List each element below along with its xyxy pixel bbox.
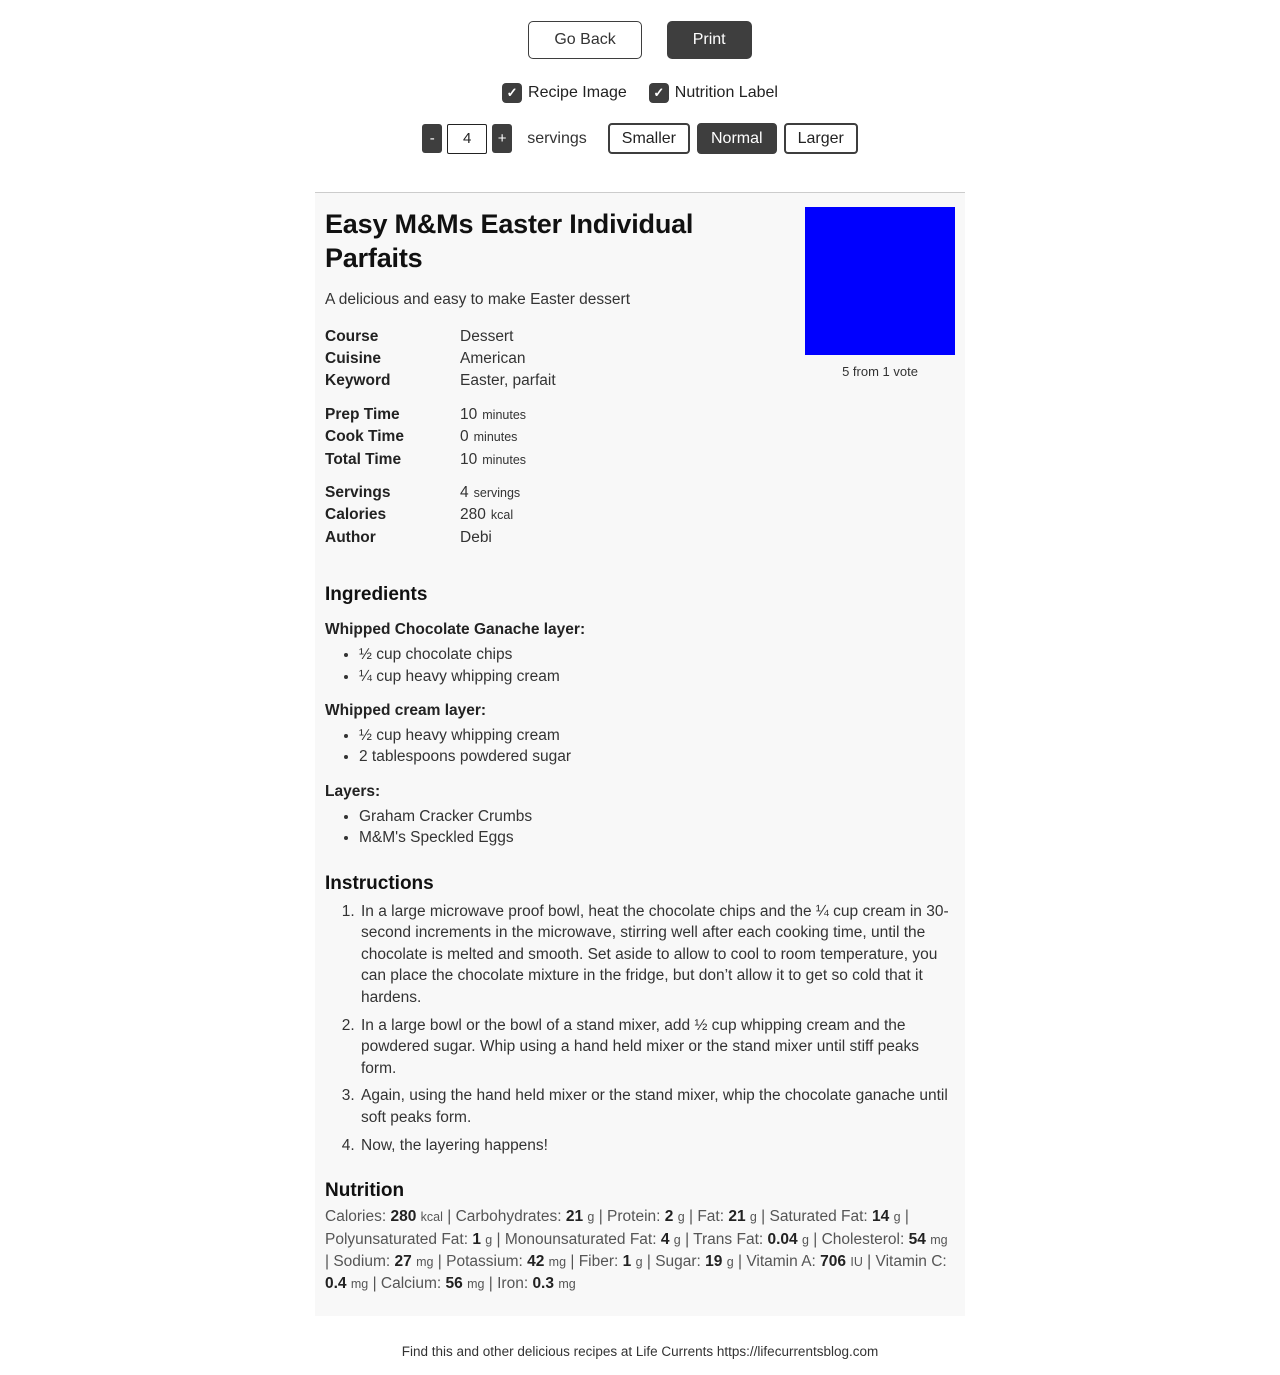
meta-value: 10 bbox=[460, 405, 478, 423]
ingredients-heading: Ingredients bbox=[325, 584, 428, 606]
nutrition-item: Calcium: 56 mg bbox=[380, 1275, 485, 1293]
meta-row-cuisine bbox=[325, 348, 790, 370]
go-back-button[interactable]: Go Back bbox=[528, 21, 641, 59]
meta-group-times bbox=[325, 404, 790, 471]
nutrition-item: Iron: 0.3 mg bbox=[497, 1275, 576, 1293]
toolbar-checkbox-row bbox=[0, 83, 1280, 103]
ingredient-list bbox=[325, 644, 955, 687]
recipe-title: Easy M&Ms Easter Individual Parfaits bbox=[325, 209, 694, 274]
nutrition-heading: Nutrition bbox=[325, 1180, 405, 1202]
meta-value: Dessert bbox=[460, 327, 514, 345]
footer-note: Find this and other delicious recipes at Life Currents https://lifecurrentsblog.com bbox=[401, 1343, 879, 1359]
ingredient-item: • M&M's Speckled Eggs bbox=[359, 827, 955, 848]
ingredient-list bbox=[325, 806, 955, 849]
ingredient-item: • 2 tablespoons powdered sugar bbox=[359, 746, 955, 767]
checkbox-checked-icon[interactable]: ✓ bbox=[502, 83, 522, 103]
nutrition-item: Carbohydrates: 21 g bbox=[455, 1208, 595, 1226]
nutrition-separator: | bbox=[325, 1253, 330, 1270]
instructions-heading: Instructions bbox=[325, 872, 434, 894]
meta-row-author bbox=[325, 527, 790, 549]
nutrition-separator: | bbox=[813, 1230, 818, 1248]
meta-group-details bbox=[325, 482, 790, 549]
decrement-servings-button[interactable]: - bbox=[422, 124, 442, 153]
nutrition-separator: | bbox=[447, 1208, 452, 1226]
meta-label: Keyword bbox=[325, 372, 391, 390]
meta-value: 0 bbox=[460, 428, 469, 446]
ingredient-group bbox=[325, 783, 955, 849]
servings-stepper bbox=[422, 124, 512, 154]
ingredient-item: • Graham Cracker Crumbs bbox=[359, 806, 955, 827]
nutrition-item: Protein: 2 g bbox=[607, 1208, 685, 1226]
recipe-meta bbox=[325, 326, 790, 550]
nutrition-label-checkbox[interactable] bbox=[649, 83, 778, 103]
print-button[interactable]: Print bbox=[667, 21, 752, 59]
font-size-button-group bbox=[608, 123, 858, 154]
meta-label: Author bbox=[325, 528, 376, 546]
meta-group-classification bbox=[325, 326, 790, 393]
nutrition-separator: | bbox=[685, 1230, 690, 1248]
meta-label: Calories bbox=[325, 506, 387, 524]
meta-value: 4 bbox=[460, 484, 469, 501]
size-smaller-button[interactable]: Smaller bbox=[608, 123, 690, 154]
meta-row-total-time bbox=[325, 449, 790, 471]
instruction-step: 1. In a large microwave proof bowl, heat the chocolate chips and the ¼ cup cream in 30-second increments in the microwave, stirring well after each cooking time, until the chocolate is melted and smooth. Set aside to allow to cool to room temperature, you can place the chocolate mixture in the fridge, but don’t allow it to get so cold that it hardens. bbox=[359, 901, 955, 1009]
nutrition-separator: | bbox=[738, 1253, 743, 1270]
ingredient-group-name: Whipped cream layer: bbox=[325, 702, 487, 720]
recipe-description: A delicious and easy to make Easter dessert bbox=[325, 290, 630, 308]
nutrition-item: Fiber: 1 g bbox=[578, 1253, 643, 1270]
nutrition-separator: | bbox=[688, 1208, 693, 1226]
meta-value: American bbox=[460, 349, 526, 367]
meta-label: Prep Time bbox=[325, 405, 400, 423]
nutrition-item: Sugar: 19 g bbox=[655, 1253, 734, 1270]
servings-label: servings bbox=[527, 129, 587, 147]
recipe-image bbox=[805, 207, 955, 355]
nutrition-item: Fat: 21 g bbox=[697, 1208, 757, 1226]
nutrition-separator: | bbox=[570, 1253, 575, 1270]
nutrition-separator: | bbox=[598, 1208, 603, 1226]
nutrition-item: Cholesterol: 54 mg bbox=[821, 1230, 948, 1248]
nutrition-separator: | bbox=[496, 1230, 501, 1248]
meta-unit: minutes bbox=[473, 430, 518, 445]
instruction-step: 2. In a large bowl or the bowl of a stand mixer, add ½ cup whipping cream and the powdered sugar. Whip using a hand held mixer or the stand mixer until stiff peaks form. bbox=[359, 1015, 955, 1080]
nutrition-item: Trans Fat: 0.04 g bbox=[693, 1230, 809, 1248]
meta-unit: kcal bbox=[490, 508, 514, 523]
instruction-step: 3. Again, using the hand held mixer or the stand mixer, whip the chocolate ganache until soft peaks form. bbox=[359, 1085, 955, 1128]
nutrition-separator: | bbox=[904, 1208, 909, 1226]
size-normal-button[interactable]: Normal bbox=[697, 123, 777, 154]
nutrition-item: Calories: 280 kcal bbox=[325, 1208, 443, 1226]
nutrition-item: Vitamin A: 706 IU bbox=[746, 1253, 863, 1270]
recipe-image-checkbox-label: Recipe Image bbox=[528, 84, 627, 101]
ingredient-group bbox=[325, 702, 955, 768]
ingredient-group bbox=[325, 621, 955, 687]
meta-unit: servings bbox=[473, 486, 521, 500]
meta-unit: minutes bbox=[482, 452, 527, 467]
instructions-list bbox=[325, 901, 955, 1157]
nutrition-separator: | bbox=[372, 1275, 377, 1293]
nutrition-item: Sodium: 27 mg bbox=[333, 1253, 434, 1270]
meta-row-course bbox=[325, 326, 790, 348]
increment-servings-button[interactable]: + bbox=[492, 124, 512, 153]
meta-row-keyword bbox=[325, 370, 790, 392]
nutrition-facts bbox=[325, 1206, 955, 1296]
nutrition-separator: | bbox=[488, 1275, 493, 1293]
meta-label: Servings bbox=[325, 484, 391, 501]
nutrition-item: Monounsaturated Fat: 4 g bbox=[504, 1230, 681, 1248]
meta-row-cook-time bbox=[325, 426, 790, 448]
toolbar-stepper-row bbox=[0, 123, 1280, 154]
nutrition-item: Saturated Fat: 14 g bbox=[769, 1208, 901, 1226]
recipe-header bbox=[325, 207, 955, 560]
servings-input[interactable] bbox=[447, 124, 487, 154]
nutrition-separator: | bbox=[761, 1208, 766, 1226]
recipe-header-text bbox=[325, 207, 790, 560]
meta-value: Easter, parfait bbox=[460, 372, 556, 390]
nutrition-separator: | bbox=[646, 1253, 651, 1270]
meta-row-calories bbox=[325, 504, 790, 526]
ingredient-group-name: Layers: bbox=[325, 782, 381, 800]
meta-value: Debi bbox=[460, 528, 492, 546]
ingredient-list bbox=[325, 725, 955, 768]
recipe-image-column bbox=[805, 207, 955, 560]
recipe-print-card bbox=[315, 192, 965, 1316]
print-toolbar bbox=[0, 0, 1280, 154]
instruction-step: 4. Now, the layering happens! bbox=[359, 1135, 955, 1157]
nutrition-item: Polyunsaturated Fat: 1 g bbox=[325, 1230, 493, 1248]
recipe-image-checkbox[interactable] bbox=[502, 83, 627, 103]
ingredient-item: • ½ cup chocolate chips bbox=[359, 644, 955, 665]
nutrition-item: Vitamin C: 0.4 mg bbox=[325, 1253, 947, 1293]
meta-label: Cuisine bbox=[325, 349, 381, 367]
meta-row-servings bbox=[325, 482, 790, 504]
nutrition-label-checkbox-label: Nutrition Label bbox=[674, 84, 778, 101]
meta-value: 10 bbox=[460, 450, 478, 468]
nutrition-separator: | bbox=[867, 1253, 872, 1270]
meta-row-prep-time bbox=[325, 404, 790, 426]
meta-value: 280 bbox=[460, 506, 486, 524]
meta-unit: minutes bbox=[482, 407, 527, 422]
size-larger-button[interactable]: Larger bbox=[784, 123, 858, 154]
nutrition-item: Potassium: 42 mg bbox=[446, 1253, 567, 1270]
nutrition-separator: | bbox=[437, 1253, 442, 1270]
ingredient-group-name: Whipped Chocolate Ganache layer: bbox=[325, 621, 586, 639]
checkbox-checked-icon[interactable]: ✓ bbox=[649, 83, 669, 103]
meta-label: Cook Time bbox=[325, 428, 404, 446]
toolbar-button-row bbox=[0, 21, 1280, 59]
ingredient-item: • ½ cup heavy whipping cream bbox=[359, 725, 955, 746]
meta-label: Total Time bbox=[325, 450, 402, 468]
rating-text: 5 from 1 vote bbox=[842, 364, 918, 379]
ingredient-item: • ¼ cup heavy whipping cream bbox=[359, 666, 955, 687]
meta-label: Course bbox=[325, 327, 379, 345]
